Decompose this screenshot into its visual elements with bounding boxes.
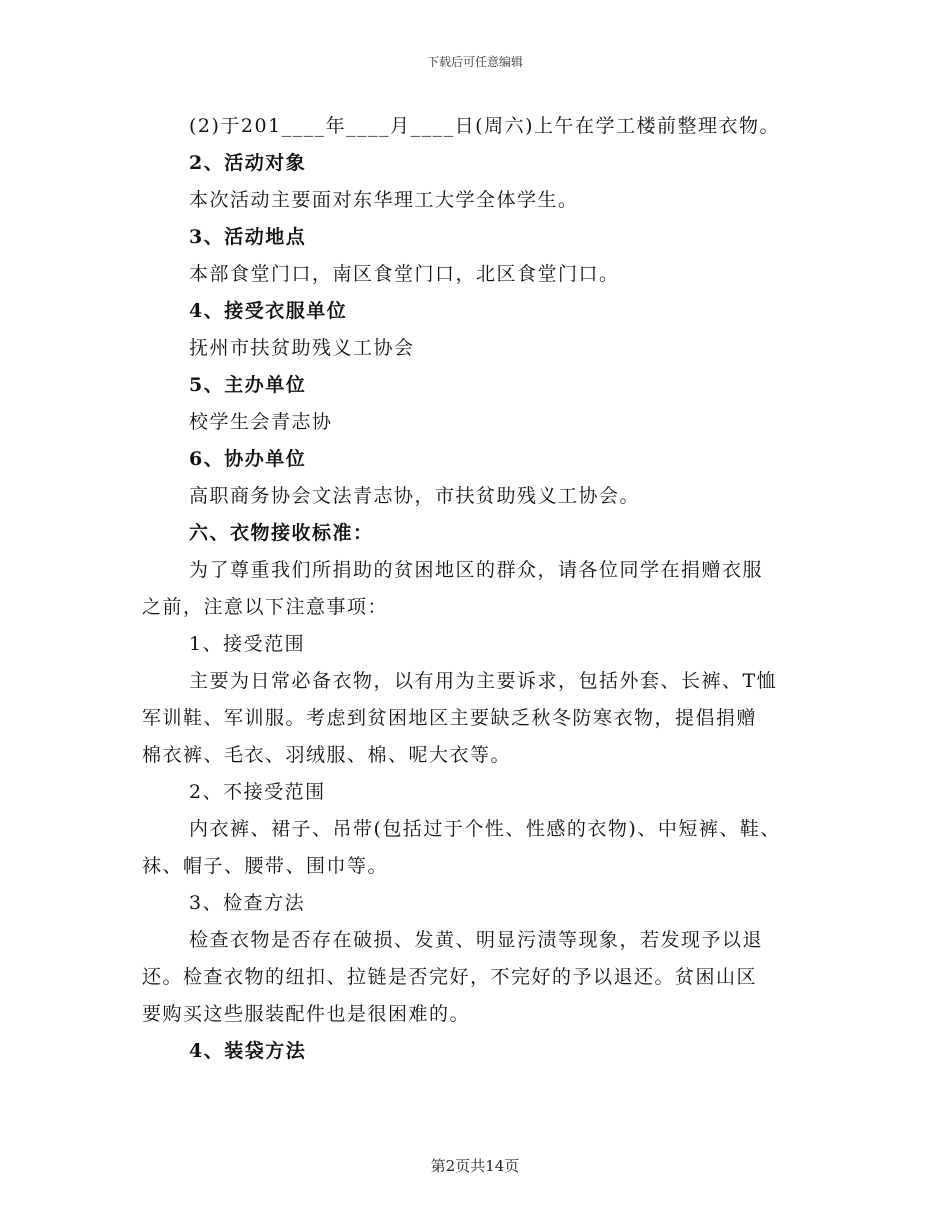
paragraph-intro-line: 为了尊重我们所捐助的贫困地区的群众，请各位同学在捐赠衣服: [189, 559, 764, 581]
section-heading-inspection: 3、检查方法: [189, 892, 306, 914]
paragraph-location: 本部食堂门口，南区食堂门口，北区食堂门口。: [189, 263, 620, 285]
paragraph-target: 本次活动主要面对东华理工大学全体学生。: [189, 189, 579, 211]
section-heading-location: 3、活动地点: [189, 226, 307, 248]
schedule-line: (2)于201____年____月____日(周六)上午在学工楼前整理衣物。: [189, 115, 781, 137]
paragraph-accepted-line: 军训鞋、军训服。考虑到贫困地区主要缺乏秋冬防寒衣物，提倡捐赠: [142, 707, 758, 729]
section-heading-organizer: 5、主办单位: [189, 374, 307, 396]
paragraph-inspection-line: 检查衣物是否存在破损、发黄、明显污渍等现象，若发现予以退: [189, 929, 764, 951]
section-heading-co-organizer: 6、协办单位: [189, 448, 307, 470]
section-heading-packing: 4、装袋方法: [189, 1040, 307, 1062]
paragraph-accepted-line: 主要为日常必备衣物，以有用为主要诉求，包括外套、长裤、T恤: [189, 670, 778, 692]
paragraph-inspection-line: 还。检查衣物的纽扣、拉链是否完好，不完好的予以退还。贫困山区: [142, 966, 758, 988]
paragraph-co-organizer: 高职商务协会文法青志协，市扶贫助残义工协会。: [189, 485, 641, 507]
paragraph-not-accepted-line: 内衣裤、裙子、吊带(包括过于个性、性感的衣物)、中短裤、鞋、: [189, 818, 781, 840]
page-footer: 第2页共14页: [430, 1157, 520, 1175]
paragraph-organizer: 校学生会青志协: [189, 411, 333, 433]
section-heading-not-accepted: 2、不接受范围: [189, 781, 326, 803]
section-heading-target: 2、活动对象: [189, 152, 307, 174]
paragraph-recipient: 抚州市扶贫助残义工协会: [189, 337, 415, 359]
page-header: 下载后可任意编辑: [426, 55, 523, 69]
paragraph-intro-line: 之前，注意以下注意事项：: [142, 596, 389, 618]
section-heading-recipient: 4、接受衣服单位: [189, 300, 348, 322]
section-heading-accepted: 1、接受范围: [189, 633, 306, 655]
paragraph-inspection-line: 要购买这些服装配件也是很困难的。: [142, 1003, 471, 1025]
chapter-heading-standards: 六、衣物接收标准：: [189, 522, 374, 544]
paragraph-accepted-line: 棉衣裤、毛衣、羽绒服、棉、呢大衣等。: [142, 744, 512, 766]
paragraph-not-accepted-line: 袜、帽子、腰带、围巾等。: [142, 855, 389, 877]
